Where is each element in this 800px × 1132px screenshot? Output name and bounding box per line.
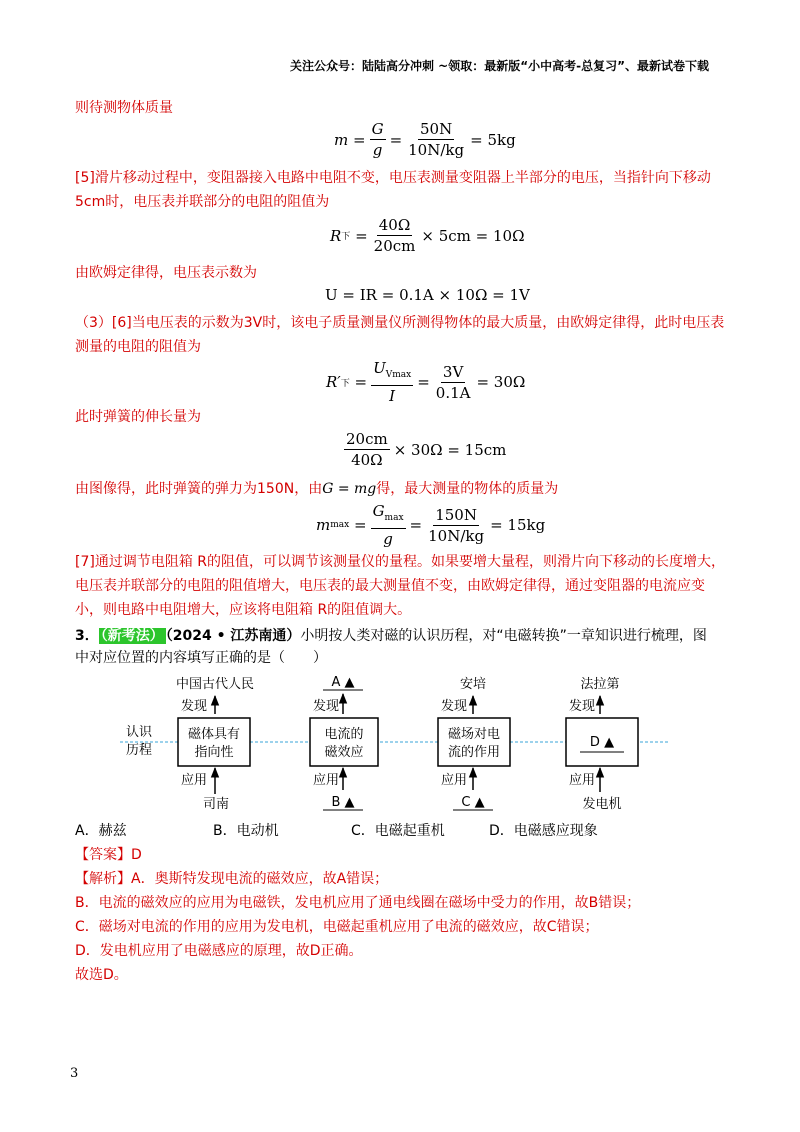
analysis-label: 【解析】 (75, 871, 131, 887)
discover-label: 发现 (568, 699, 596, 714)
equation-resistance: R 下 = $\frac{40\Omega}{20cm}$ × 5cm = 10Ω (330, 216, 525, 255)
equation-mass: m = $\frac{G}{g}$ = $\frac{50N}{10N/kg}$ = 5kg (334, 120, 516, 159)
new-method-tag: （新考法） (100, 628, 164, 644)
discover-label: 发现 (312, 699, 340, 714)
top-label: 法拉第 (580, 677, 620, 692)
page-header: 关注公众号：陆陆高分冲刺 ~领取：最新版“小中高考-总复习”、最新试卷下载 (290, 59, 709, 73)
analysis-line: 【解析】A．奥斯特发现电流的磁效应，故A错误； (75, 871, 389, 887)
text-line: 小，则电路中电阻增大，应该将电阻箱 R的阻值调大。 (75, 602, 412, 618)
box-text: D ▲ (589, 735, 615, 750)
page-number: 3 (70, 1066, 79, 1081)
text-line: （3）[6]当电压表的示数为3V时，该电子质量测量仪所测得物体的最大质量，由欧姆定律得，此时电压表 (75, 315, 725, 331)
analysis-line: D．发电机应用了电磁感应的原理，故D正确。 (75, 943, 363, 959)
equation-extension: $\frac{20cm}{40\Omega}$ × 30Ω = 15cm (346, 430, 507, 469)
text-line: 由欧姆定律得，电压表示数为 (75, 265, 257, 281)
discover-label: 发现 (440, 699, 468, 714)
question-3 (75, 625, 735, 669)
row-label: 历程 (126, 743, 153, 758)
text-line: 由图像得，此时弹簧的弹力为150N，由G = mg得，最大测量的物体的质量为 (75, 481, 559, 497)
apply-label: 应用 (440, 773, 468, 788)
text-line: [5]滑片移动过程中，变阻器接入电路中电阻不变，电压表测量变阻器上半部分的电压，当指针向下移动 (75, 170, 711, 186)
equation-max-resistance: R′ 下 = $\frac{U_{Vmax}}{I}$ = $\frac{3V}{0.1A}$ = 30Ω (326, 359, 526, 405)
answer-line (75, 844, 725, 866)
row-label: 认识 (126, 725, 153, 740)
apply-label: 应用 (312, 773, 340, 788)
question-text: 中对应位置的内容填写正确的是（ ） (75, 650, 327, 666)
text-line: 5cm时，电压表并联部分的电阻的阻值为 (75, 194, 330, 210)
top-label: 中国古代人民 (175, 677, 255, 692)
magnetism-history-diagram (120, 668, 680, 816)
box-text: 指向性 (194, 745, 234, 760)
analysis-line: 故选D。 (75, 967, 128, 983)
answer-label: 【答案】 (75, 847, 131, 863)
analysis-line: C．磁场对电流的作用的应用为发电机，电磁起重机应用了电流的磁效应，故C错误； (75, 919, 599, 935)
equation-voltage: U = IR = 0.1A × 10Ω = 1V (325, 286, 530, 304)
top-label: 安培 (459, 677, 487, 692)
equation-max-mass: m max = $\frac{G_{max}}{g}$ = $\frac{150N}{10N/kg}$ = 15kg (316, 502, 546, 548)
option-d[interactable]: D．电磁感应现象 (489, 823, 598, 839)
apply-label: 应用 (568, 773, 596, 788)
bottom-label: 司南 (202, 797, 230, 812)
answer-options (75, 820, 598, 840)
text-line: 则待测物体质量 (75, 100, 173, 116)
text-line: [7]通过调节电阻箱 R的阻值，可以调节该测量仪的量程。如果要增大量程，则滑片向下移动的长度增大， (75, 554, 726, 570)
discover-label: 发现 (180, 699, 208, 714)
question-number: 3． (75, 628, 99, 644)
text-line: 此时弹簧的伸长量为 (75, 409, 201, 425)
text-line: 测量的电阻的阻值为 (75, 339, 201, 355)
top-label: A ▲ (331, 675, 355, 690)
bottom-label: B ▲ (331, 795, 355, 810)
question-text: 小明按人类对磁的认识历程，对“电磁转换”一章知识进行梳理，图 (300, 628, 707, 644)
box-text: 磁体具有 (187, 727, 241, 742)
option-a[interactable]: A．赫兹 (75, 823, 127, 839)
analysis-line: B．电流的磁效应的应用为电磁铁，发电机应用了通电线圈在磁场中受力的作用，故B错误； (75, 895, 641, 911)
box-text: 流的作用 (447, 745, 501, 760)
answer-value: D (131, 847, 142, 863)
box-text: 磁场对电 (447, 727, 501, 742)
bottom-label: C ▲ (461, 795, 485, 810)
text-line: 电压表并联部分的电阻的阻值增大，电压表的最大测量值不变，由欧姆定律得，通过变阻器的电流应变 (75, 578, 705, 594)
box-text: 电流的 (324, 727, 364, 742)
question-source: （2024 • 江苏南通） (165, 628, 301, 644)
option-b[interactable]: B．电动机 (213, 823, 279, 839)
bottom-label: 发电机 (582, 797, 622, 812)
box-text: 磁效应 (324, 745, 364, 760)
apply-label: 应用 (180, 773, 208, 788)
option-c[interactable]: C．电磁起重机 (351, 823, 445, 839)
